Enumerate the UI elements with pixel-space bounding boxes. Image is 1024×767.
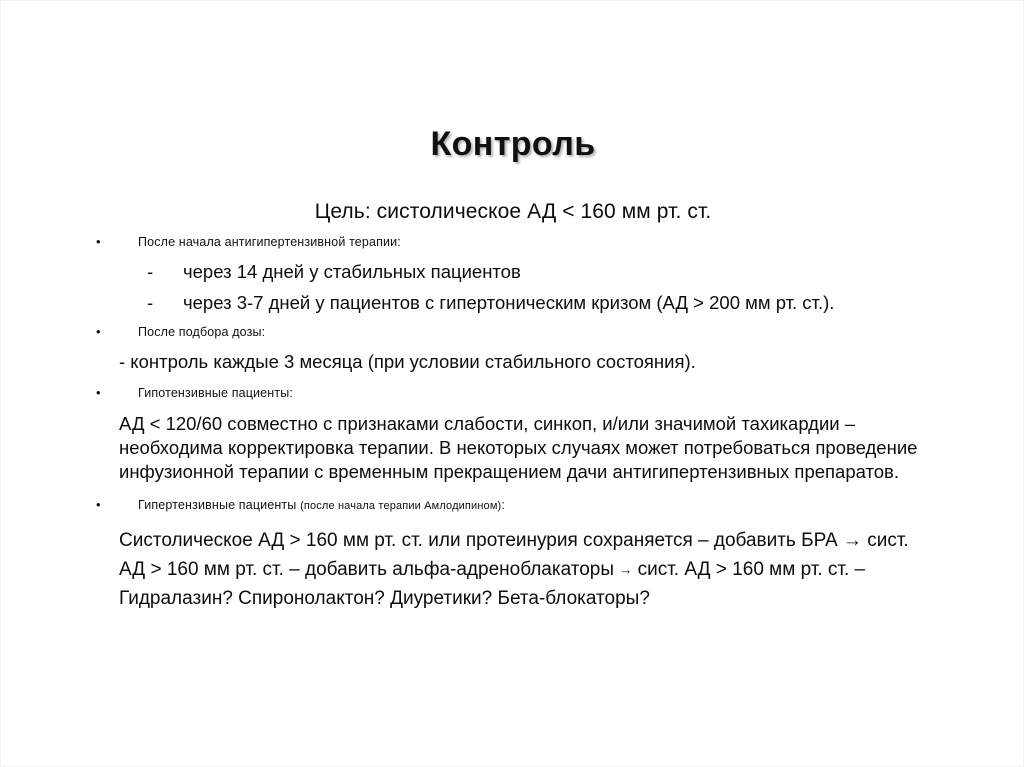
spacer: [1, 377, 1024, 384]
bullet-hypotensive: [1, 384, 1024, 405]
bullet-after-dose-label: После подбора дозы:: [138, 325, 266, 339]
list-item-text: через 14 дней у стабильных пациентов: [183, 261, 521, 282]
slide-subtitle-goal: Цель: систолическое АД < 160 мм рт. ст.: [314, 200, 712, 223]
bullet-hypertensive-main: Гипертензивные пациенты: [138, 498, 301, 513]
bullet-dot-icon: •: [96, 234, 101, 250]
dash-marker-icon: -: [147, 261, 154, 282]
page-title: Контроль: [430, 125, 596, 163]
spacer: [1, 484, 1024, 496]
spacer: [1, 344, 1024, 351]
hypertensive-paragraph: [1, 526, 1024, 613]
bullet-after-start-label: После начала антигипертензивной терапии:: [138, 235, 401, 249]
bullet-hypotensive-label: Гипотензивные пациенты:: [138, 386, 293, 400]
bullet-hypertensive: [1, 496, 1024, 517]
spacer: [1, 405, 1024, 412]
list-item-text: через 3-7 дней у пациентов с гипертоническим кризом (АД > 200 мм рт. ст.).: [183, 292, 835, 313]
spacer: [1, 517, 1024, 526]
bullet-after-dose: [1, 323, 1024, 344]
bullet-hypertensive-note: (после начала терапии Амлодипином): [300, 500, 502, 513]
hypertensive-text-part-1: Систолическое АД > 160 мм рт. ст. или протеинурия сохраняется – добавить БРА → сист. АД > 160 мм рт. ст. – добавить альфа-адреноблакаторы: [119, 530, 909, 581]
bullet-dot-icon: •: [96, 385, 101, 401]
arrow-right-icon: →: [619, 562, 633, 578]
list-item-after-start-1: [1, 261, 1024, 288]
after-dose-detail-line: - контроль каждые 3 месяца (при условии стабильного состояния).: [119, 351, 696, 372]
slide-body: [1, 233, 1024, 613]
dash-marker-icon: -: [147, 292, 154, 313]
bullet-after-start: [1, 233, 1024, 254]
hypertensive-text-part-2: сист. АД > 160 мм рт. ст. – Гидралазин? Спиронолактон? Диуретики? Бета-блокаторы?: [119, 559, 866, 610]
list-item-after-start-2: [1, 292, 1024, 319]
bullet-hypertensive-label: [138, 498, 505, 512]
hypotensive-paragraph: АД < 120/60 совместно с признаками слабости, синкоп, и/или значимой тахикардии – необходима корректировка терапии. В некоторых случаях может потребоваться проведение инфузионной терапии с временным прекращением дачи антигипертензивных препаратов.: [119, 413, 918, 483]
bullet-hypertensive-colon: :: [501, 498, 505, 513]
bullet-dot-icon: •: [96, 324, 101, 340]
spacer: [1, 254, 1024, 261]
bullet-dot-icon: •: [96, 497, 101, 513]
